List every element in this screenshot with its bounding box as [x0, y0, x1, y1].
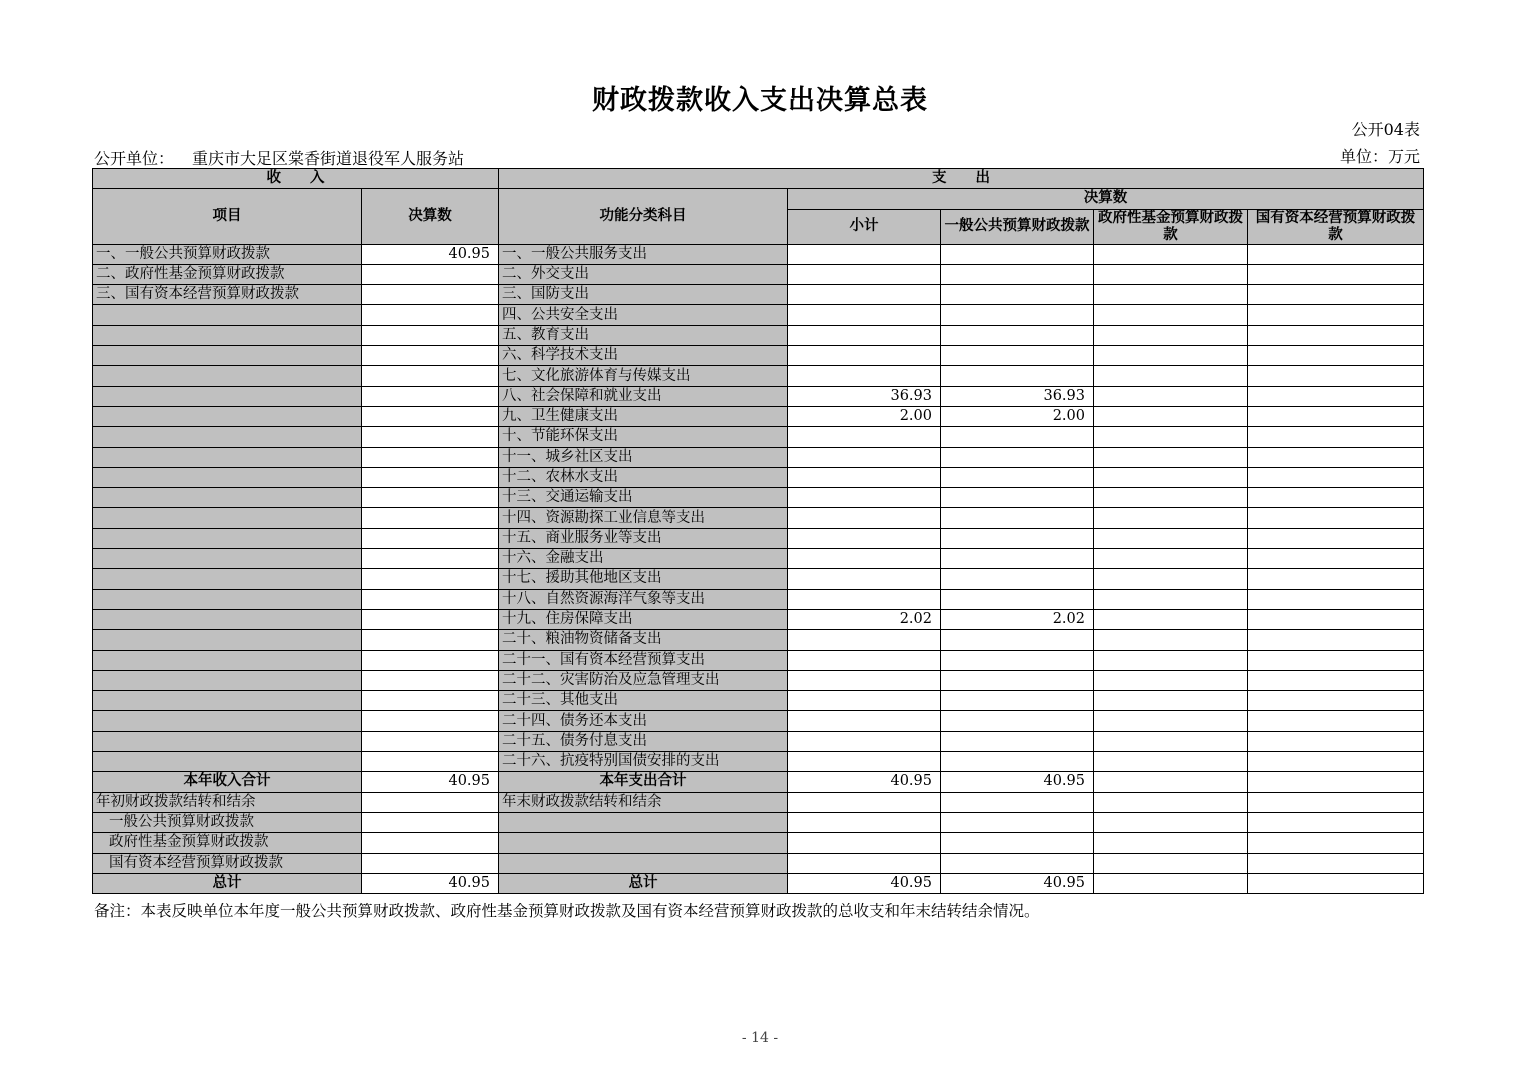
cell-state-capital: [1248, 549, 1424, 569]
table-row: [93, 731, 1424, 751]
cell-income: [93, 731, 362, 751]
table-row: [93, 447, 1424, 467]
cell-gov-fund: [1094, 752, 1248, 772]
table-row: [93, 549, 1424, 569]
cell-expense: 二十四、债务还本支出: [499, 711, 788, 731]
cell-income-amt: [362, 650, 499, 670]
cell-income: [93, 325, 362, 345]
carry-sub-general: 一般公共预算财政拨款: [93, 812, 362, 832]
table-row: [93, 630, 1424, 650]
table-row: [93, 508, 1424, 528]
cell-subtotal: 2.00: [788, 406, 941, 426]
carry-sub-state-capital: 国有资本经营预算财政拨款: [93, 853, 362, 873]
cell-income: [93, 427, 362, 447]
col-gov-fund: 政府性基金预算财政拨款: [1094, 209, 1248, 244]
cell-general: [941, 264, 1094, 284]
cell-state-capital: [1248, 305, 1424, 325]
table-row: [93, 427, 1424, 447]
cell-income: [93, 488, 362, 508]
table-row: [93, 264, 1424, 284]
table-row: [93, 691, 1424, 711]
income-total-label: 本年收入合计: [93, 772, 362, 792]
table-row: [93, 244, 1424, 264]
cell-general: [941, 650, 1094, 670]
cell-state-capital: [1248, 691, 1424, 711]
grand-total-state-capital: [1248, 873, 1424, 893]
cell-general: [941, 346, 1094, 366]
cell-expense: 十六、金融支出: [499, 549, 788, 569]
expense-total-subtotal: 40.95: [788, 772, 941, 792]
cell-subtotal: [788, 589, 941, 609]
carry-expense-label: 年末财政拨款结转和结余: [499, 792, 788, 812]
grand-total-expense-label: 总计: [499, 873, 788, 893]
cell-state-capital: [1248, 528, 1424, 548]
cell-expense: 二十二、灾害防治及应急管理支出: [499, 670, 788, 690]
cell-subtotal: [788, 508, 941, 528]
total-row: [93, 772, 1424, 792]
cell-state-capital: [1248, 346, 1424, 366]
cell-income-amt: [362, 508, 499, 528]
cell-income: 二、政府性基金预算财政拨款: [93, 264, 362, 284]
cell-subtotal: [788, 752, 941, 772]
expense-total-general: 40.95: [941, 772, 1094, 792]
cell-general: [941, 670, 1094, 690]
cell-income-amt: [362, 427, 499, 447]
cell-expense: 十四、资源勘探工业信息等支出: [499, 508, 788, 528]
cell-income-amt: [362, 285, 499, 305]
col-state-capital: 国有资本经营预算财政拨款: [1248, 209, 1424, 244]
cell-income-amt: [362, 549, 499, 569]
cell-income: [93, 569, 362, 589]
cell-subtotal: [788, 670, 941, 690]
cell-state-capital: [1248, 752, 1424, 772]
cell-income: [93, 650, 362, 670]
cell-income-amt: [362, 691, 499, 711]
cell-income: [93, 467, 362, 487]
cell-state-capital: [1248, 569, 1424, 589]
cell-gov-fund: [1094, 528, 1248, 548]
cell-state-capital: [1248, 589, 1424, 609]
cell-gov-fund: [1094, 467, 1248, 487]
income-header: 收 入: [93, 169, 499, 189]
cell-general: [941, 528, 1094, 548]
cell-general: [941, 569, 1094, 589]
cell-income-amt: [362, 325, 499, 345]
cell-income-amt: [362, 609, 499, 629]
table-row: [93, 325, 1424, 345]
cell-state-capital: [1248, 508, 1424, 528]
carry-sub-row: [93, 833, 1424, 853]
cell-gov-fund: [1094, 508, 1248, 528]
cell-income-amt: [362, 467, 499, 487]
cell-income: [93, 447, 362, 467]
cell-state-capital: [1248, 467, 1424, 487]
cell-state-capital: [1248, 447, 1424, 467]
cell-general: 2.02: [941, 609, 1094, 629]
cell-gov-fund: [1094, 488, 1248, 508]
cell-income-amt: [362, 670, 499, 690]
cell-general: 2.00: [941, 406, 1094, 426]
cell-gov-fund: [1094, 285, 1248, 305]
expense-total-gov-fund: [1094, 772, 1248, 792]
cell-gov-fund: [1094, 305, 1248, 325]
cell-general: [941, 244, 1094, 264]
income-total-amount: 40.95: [362, 772, 499, 792]
cell-subtotal: [788, 691, 941, 711]
table-row: [93, 406, 1424, 426]
cell-subtotal: [788, 447, 941, 467]
cell-expense: 三、国防支出: [499, 285, 788, 305]
table-row: [93, 609, 1424, 629]
table-row: [93, 569, 1424, 589]
cell-state-capital: [1248, 325, 1424, 345]
carry-income-label: 年初财政拨款结转和结余: [93, 792, 362, 812]
cell-income-amt: [362, 366, 499, 386]
cell-state-capital: [1248, 650, 1424, 670]
cell-income-amt: [362, 528, 499, 548]
cell-expense: 十二、农林水支出: [499, 467, 788, 487]
col-general: 一般公共预算财政拨款: [941, 209, 1094, 244]
cell-subtotal: [788, 549, 941, 569]
cell-expense: 八、社会保障和就业支出: [499, 386, 788, 406]
cell-state-capital: [1248, 731, 1424, 751]
grand-total-general: 40.95: [941, 873, 1094, 893]
cell-income: [93, 406, 362, 426]
cell-subtotal: [788, 264, 941, 284]
cell-income-amt: [362, 589, 499, 609]
cell-general: [941, 467, 1094, 487]
cell-subtotal: [788, 346, 941, 366]
footnote: 备注：本表反映单位本年度一般公共预算财政拨款、政府性基金预算财政拨款及国有资本经营预算财政拨款的总收支和年末结转结余情况。: [94, 902, 1040, 920]
cell-general: 36.93: [941, 386, 1094, 406]
cell-income: [93, 346, 362, 366]
cell-gov-fund: [1094, 630, 1248, 650]
cell-subtotal: [788, 650, 941, 670]
cell-income: [93, 711, 362, 731]
cell-state-capital: [1248, 285, 1424, 305]
col-item: 项目: [93, 189, 362, 244]
cell-income: 一、一般公共预算财政拨款: [93, 244, 362, 264]
cell-expense: 四、公共安全支出: [499, 305, 788, 325]
reporting-unit: [94, 146, 464, 169]
cell-expense: 五、教育支出: [499, 325, 788, 345]
table-row: [93, 650, 1424, 670]
cell-general: [941, 508, 1094, 528]
grand-total-subtotal: 40.95: [788, 873, 941, 893]
cell-gov-fund: [1094, 569, 1248, 589]
carry-row: [93, 792, 1424, 812]
cell-subtotal: [788, 488, 941, 508]
cell-subtotal: [788, 528, 941, 548]
cell-gov-fund: [1094, 589, 1248, 609]
cell-income: [93, 630, 362, 650]
grand-total-income-label: 总计: [93, 873, 362, 893]
table-row: [93, 386, 1424, 406]
table-footer: [93, 772, 1424, 894]
cell-income-amt: [362, 569, 499, 589]
cell-income-amt: [362, 711, 499, 731]
cell-expense: 二十五、债务付息支出: [499, 731, 788, 751]
cell-income-amt: 40.95: [362, 244, 499, 264]
currency-unit: 单位：万元: [1339, 147, 1420, 166]
cell-gov-fund: [1094, 670, 1248, 690]
cell-subtotal: [788, 630, 941, 650]
cell-expense: 二十六、抗疫特别国债安排的支出: [499, 752, 788, 772]
expense-header: 支 出: [499, 169, 1424, 189]
cell-income: [93, 670, 362, 690]
cell-state-capital: [1248, 264, 1424, 284]
cell-subtotal: 2.02: [788, 609, 941, 629]
cell-income-amt: [362, 406, 499, 426]
cell-gov-fund: [1094, 427, 1248, 447]
table-row: [93, 528, 1424, 548]
cell-subtotal: 36.93: [788, 386, 941, 406]
cell-state-capital: [1248, 609, 1424, 629]
cell-expense: 十五、商业服务业等支出: [499, 528, 788, 548]
cell-expense: 二十、粮油物资储备支出: [499, 630, 788, 650]
cell-gov-fund: [1094, 447, 1248, 467]
cell-general: [941, 549, 1094, 569]
cell-gov-fund: [1094, 549, 1248, 569]
cell-expense: 一、一般公共服务支出: [499, 244, 788, 264]
cell-subtotal: [788, 711, 941, 731]
grand-total-gov-fund: [1094, 873, 1248, 893]
cell-expense: 十三、交通运输支出: [499, 488, 788, 508]
table-row: [93, 366, 1424, 386]
table-row: [93, 589, 1424, 609]
cell-state-capital: [1248, 386, 1424, 406]
cell-gov-fund: [1094, 650, 1248, 670]
cell-income: [93, 691, 362, 711]
cell-subtotal: [788, 731, 941, 751]
cell-expense: 九、卫生健康支出: [499, 406, 788, 426]
cell-gov-fund: [1094, 386, 1248, 406]
cell-gov-fund: [1094, 691, 1248, 711]
summary-table: [92, 168, 1424, 894]
cell-state-capital: [1248, 630, 1424, 650]
expense-total-state-capital: [1248, 772, 1424, 792]
expense-total-label: 本年支出合计: [499, 772, 788, 792]
cell-subtotal: [788, 285, 941, 305]
cell-expense: 十一、城乡社区支出: [499, 447, 788, 467]
cell-general: [941, 325, 1094, 345]
cell-income: [93, 549, 362, 569]
cell-subtotal: [788, 244, 941, 264]
cell-state-capital: [1248, 366, 1424, 386]
cell-expense: 二十一、国有资本经营预算支出: [499, 650, 788, 670]
cell-expense: 十九、住房保障支出: [499, 609, 788, 629]
cell-gov-fund: [1094, 244, 1248, 264]
cell-income-amt: [362, 752, 499, 772]
carry-sub-row: [93, 812, 1424, 832]
cell-state-capital: [1248, 488, 1424, 508]
cell-subtotal: [788, 569, 941, 589]
cell-expense: 七、文化旅游体育与传媒支出: [499, 366, 788, 386]
cell-general: [941, 427, 1094, 447]
grand-total-income-amount: 40.95: [362, 873, 499, 893]
grand-total-row: [93, 873, 1424, 893]
cell-income-amt: [362, 305, 499, 325]
cell-subtotal: [788, 366, 941, 386]
cell-state-capital: [1248, 244, 1424, 264]
cell-expense: 六、科学技术支出: [499, 346, 788, 366]
cell-general: [941, 691, 1094, 711]
cell-subtotal: [788, 427, 941, 447]
carry-sub-row: [93, 853, 1424, 873]
cell-general: [941, 305, 1094, 325]
cell-general: [941, 731, 1094, 751]
page-title: 财政拨款收入支出决算总表: [592, 85, 928, 116]
cell-gov-fund: [1094, 366, 1248, 386]
cell-subtotal: [788, 305, 941, 325]
table-row: [93, 752, 1424, 772]
cell-general: [941, 589, 1094, 609]
cell-gov-fund: [1094, 731, 1248, 751]
table-row: [93, 711, 1424, 731]
cell-gov-fund: [1094, 264, 1248, 284]
cell-gov-fund: [1094, 406, 1248, 426]
cell-subtotal: [788, 467, 941, 487]
cell-gov-fund: [1094, 609, 1248, 629]
cell-general: [941, 366, 1094, 386]
form-number: 公开04表: [1351, 120, 1420, 139]
cell-income: [93, 508, 362, 528]
cell-income: [93, 589, 362, 609]
table-body: [93, 244, 1424, 772]
cell-state-capital: [1248, 427, 1424, 447]
cell-general: [941, 630, 1094, 650]
cell-income: [93, 528, 362, 548]
carry-sub-gov-fund: 政府性基金预算财政拨款: [93, 833, 362, 853]
cell-income: [93, 305, 362, 325]
table-row: [93, 467, 1424, 487]
cell-income: [93, 386, 362, 406]
cell-expense: 十、节能环保支出: [499, 427, 788, 447]
col-final-amount-group: 决算数: [788, 189, 1424, 209]
cell-gov-fund: [1094, 346, 1248, 366]
table-row: [93, 305, 1424, 325]
col-subtotal: 小计: [788, 209, 941, 244]
unit-label: 公开单位：: [94, 149, 175, 168]
cell-state-capital: [1248, 711, 1424, 731]
col-function-class: 功能分类科目: [499, 189, 788, 244]
cell-gov-fund: [1094, 325, 1248, 345]
unit-name: 重庆市大足区棠香街道退役军人服务站: [192, 149, 465, 168]
cell-income: [93, 366, 362, 386]
table-row: [93, 285, 1424, 305]
cell-income-amt: [362, 630, 499, 650]
cell-income-amt: [362, 264, 499, 284]
table-row: [93, 488, 1424, 508]
cell-expense: 二、外交支出: [499, 264, 788, 284]
cell-general: [941, 447, 1094, 467]
table-row: [93, 346, 1424, 366]
col-final-amount: 决算数: [362, 189, 499, 244]
cell-state-capital: [1248, 406, 1424, 426]
cell-general: [941, 711, 1094, 731]
cell-state-capital: [1248, 670, 1424, 690]
cell-income-amt: [362, 488, 499, 508]
cell-income-amt: [362, 731, 499, 751]
cell-income-amt: [362, 447, 499, 467]
cell-income-amt: [362, 386, 499, 406]
cell-general: [941, 752, 1094, 772]
page-number: - 14 -: [741, 1030, 779, 1046]
cell-expense: 十八、自然资源海洋气象等支出: [499, 589, 788, 609]
cell-general: [941, 285, 1094, 305]
cell-gov-fund: [1094, 711, 1248, 731]
cell-expense: 十七、援助其他地区支出: [499, 569, 788, 589]
cell-subtotal: [788, 325, 941, 345]
cell-expense: 二十三、其他支出: [499, 691, 788, 711]
cell-income: [93, 752, 362, 772]
table-row: [93, 670, 1424, 690]
cell-general: [941, 488, 1094, 508]
cell-income-amt: [362, 346, 499, 366]
cell-income: 三、国有资本经营预算财政拨款: [93, 285, 362, 305]
cell-income: [93, 609, 362, 629]
